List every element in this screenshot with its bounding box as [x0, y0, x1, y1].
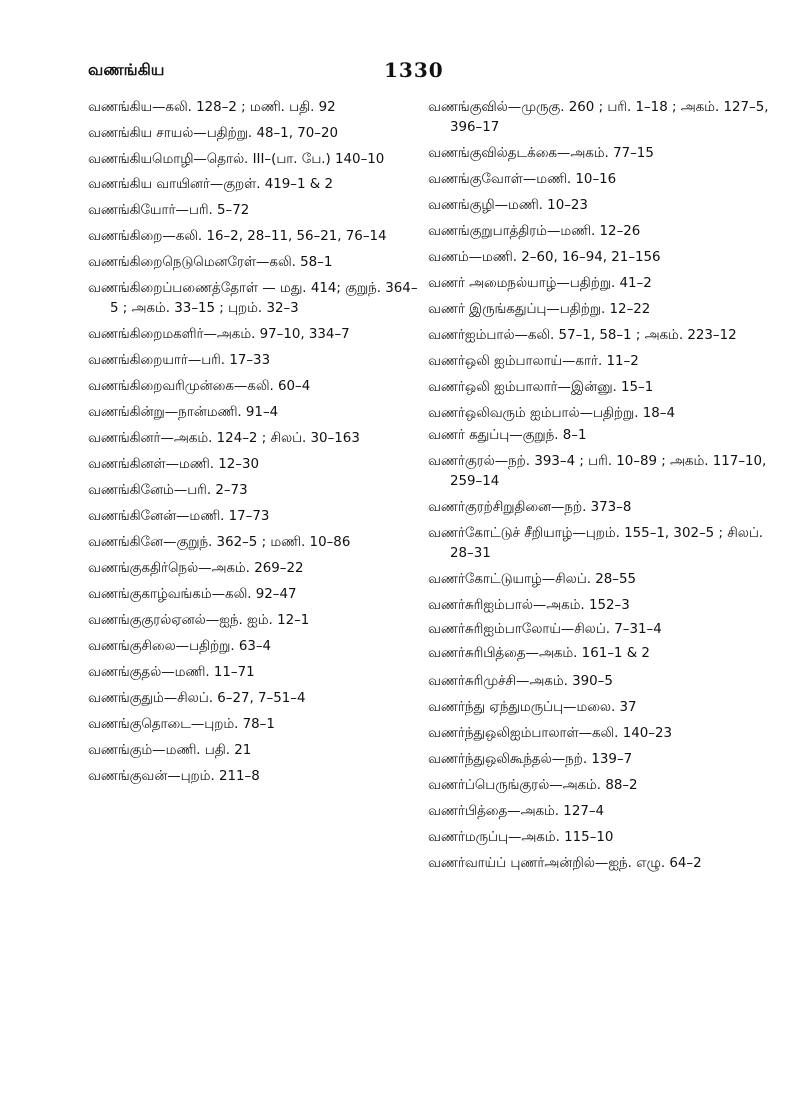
index-entry: வணர்சுரிமுச்சி—அகம். 390–5: [428, 674, 613, 689]
index-entry: வணங்கிய சாயல்—பதிற்று. 48–1, 70–20: [88, 126, 338, 141]
index-entry: வணங்குசிலை—பதிற்று. 63–4: [88, 639, 272, 654]
index-entry: வணர்வாய்ப் புணர்அன்றில்—ஐந். எழு. 64–2: [428, 856, 702, 871]
index-entry: வணங்குகதிர்நெல்—அகம். 269–22: [88, 561, 304, 576]
index-entry: வணங்கினேம்—பரி. 2–73: [88, 483, 248, 498]
index-entry: வணங்கும்—மணி. பதி. 21: [88, 743, 252, 758]
index-entry: வணங்குவில்—முருகு. 260 ; பரி. 1–18 ; அகம். 127–5, 396–17: [428, 100, 769, 135]
index-entry: வணர்ஐம்பால்—கலி. 57–1, 58–1 ; அகம். 223–12: [428, 328, 737, 343]
index-entry: வணங்கினேன்—மணி. 17–73: [88, 509, 270, 524]
index-entry: வணங்கியோர்—பரி. 5–72: [88, 203, 250, 218]
index-entry: வணங்கின்று—நான்மணி. 91–4: [88, 405, 279, 420]
index-entry: வணர் அமைநல்யாழ்—பதிற்று. 41–2: [428, 276, 652, 291]
index-entry: வணர்ப்பெருங்குரல்—அகம். 88–2: [428, 778, 638, 793]
right-column: [428, 98, 773, 874]
index-entry: வணங்கினள்—மணி. 12–30: [88, 457, 259, 472]
index-entry: வணர்கோட்டுயாழ்—சிலப். 28–55: [428, 572, 637, 587]
index-entry: வணங்கிறை—கலி. 16–2, 28–11, 56–21, 76–14: [88, 229, 387, 244]
index-entry: வணங்கிறைப்பணைத்தோள் — மது. 414; குறுந். 364–5 ; அகம். 33–15 ; புறம். 32–3: [88, 281, 418, 316]
index-entry: வணங்குவன்—புறம். 211–8: [88, 769, 260, 784]
index-entry: வணங்கிறைவரிமுன்கை—கலி. 60–4: [88, 379, 311, 394]
index-entry: வணர்ஒலிவரும் ஐம்பால்—பதிற்று. 18–4: [428, 406, 675, 421]
index-entry: வணர்ந்துஒலிஐம்பாலாள்—கலி. 140–23: [428, 726, 672, 741]
index-entry: வணங்கிறையார்—பரி. 17–33: [88, 353, 271, 368]
index-entry: வணர் கதுப்பு—குறுந். 8–1: [428, 428, 587, 443]
left-column: [88, 98, 418, 787]
index-entry: வணங்கிறைநெடுமெனரேள்—கலி. 58–1: [88, 255, 333, 270]
index-entry: வணங்கிய—கலி. 128–2 ; மணி. பதி. 92: [88, 100, 336, 115]
index-entry: வணர்ஒலி ஐம்பாலாய்—கார். 11–2: [428, 354, 639, 369]
page-number: 1330: [384, 58, 444, 82]
running-head: வணங்கிய: [88, 60, 165, 79]
index-entry: வணம்—மணி. 2–60, 16–94, 21–156: [428, 250, 661, 265]
index-entry: வணர்ஒலி ஐம்பாலார்—இன்னு. 15–1: [428, 380, 654, 395]
index-entry: வணர்கோட்டுச் சீறியாழ்—புறம். 155–1, 302–5 ; சிலப். 28–31: [428, 526, 764, 561]
index-entry: வணங்குகுரல்ஏனல்—ஐந். ஐம். 12–1: [88, 613, 310, 628]
index-entry: வணங்குதும்—சிலப். 6–27, 7–51–4: [88, 691, 306, 706]
index-entry: வணர்சுரிஐம்பால்—அகம். 152–3: [428, 598, 630, 613]
page-header: [0, 0, 800, 90]
index-entry: வணங்குதல்—மணி. 11–71: [88, 665, 255, 680]
index-entry: வணங்கிய வாயினர்—குறள். 419–1 & 2: [88, 177, 334, 192]
index-entry: வணர்குரற்சிறுதினை—நற். 373–8: [428, 500, 632, 515]
index-entry: வணர்சுரிஐம்பாலோய்—சிலப். 7–31–4: [428, 622, 662, 637]
index-entry: வணங்கினே—குறுந். 362–5 ; மணி. 10–86: [88, 535, 351, 550]
index-entry: வணர்பித்தை—அகம். 127–4: [428, 804, 605, 819]
index-entry: வணங்கியமொழி—தொல். III–(பா. பே.) 140–10: [88, 152, 385, 167]
index-entry: வணர்மருப்பு—அகம். 115–10: [428, 830, 614, 845]
index-entry: வணர் இருங்கதுப்பு—பதிற்று. 12–22: [428, 302, 651, 317]
index-entry: வணங்குவில்தடக்கை—அகம். 77–15: [428, 146, 654, 161]
index-entry: வணர்குரல்—நற். 393–4 ; பரி. 10–89 ; அகம். 117–10, 259–14: [428, 454, 767, 489]
index-entry: வணங்குவோள்—மணி. 10–16: [428, 172, 617, 187]
index-entry: வணர்சுரிபித்தை—அகம். 161–1 & 2: [428, 646, 650, 661]
index-entry: வணங்குழி—மணி. 10–23: [428, 198, 588, 213]
index-entry: வணர்ந்து ஏந்துமருப்பு—மலை. 37: [428, 700, 637, 715]
index-entry: வணங்கிறைமகளிர்—அகம். 97–10, 334–7: [88, 327, 350, 342]
index-entry: வணர்ந்துஒலிகூந்தல்—நற். 139–7: [428, 752, 633, 767]
index-entry: வணங்குதொடை—புறம். 78–1: [88, 717, 275, 732]
index-entry: வணங்கினர்—அகம். 124–2 ; சிலப். 30–163: [88, 431, 360, 446]
index-entry: வணங்குகாழ்வங்கம்—கலி. 92–47: [88, 587, 297, 602]
index-entry: வணங்குறுபாத்திரம்—மணி. 12–26: [428, 224, 641, 239]
